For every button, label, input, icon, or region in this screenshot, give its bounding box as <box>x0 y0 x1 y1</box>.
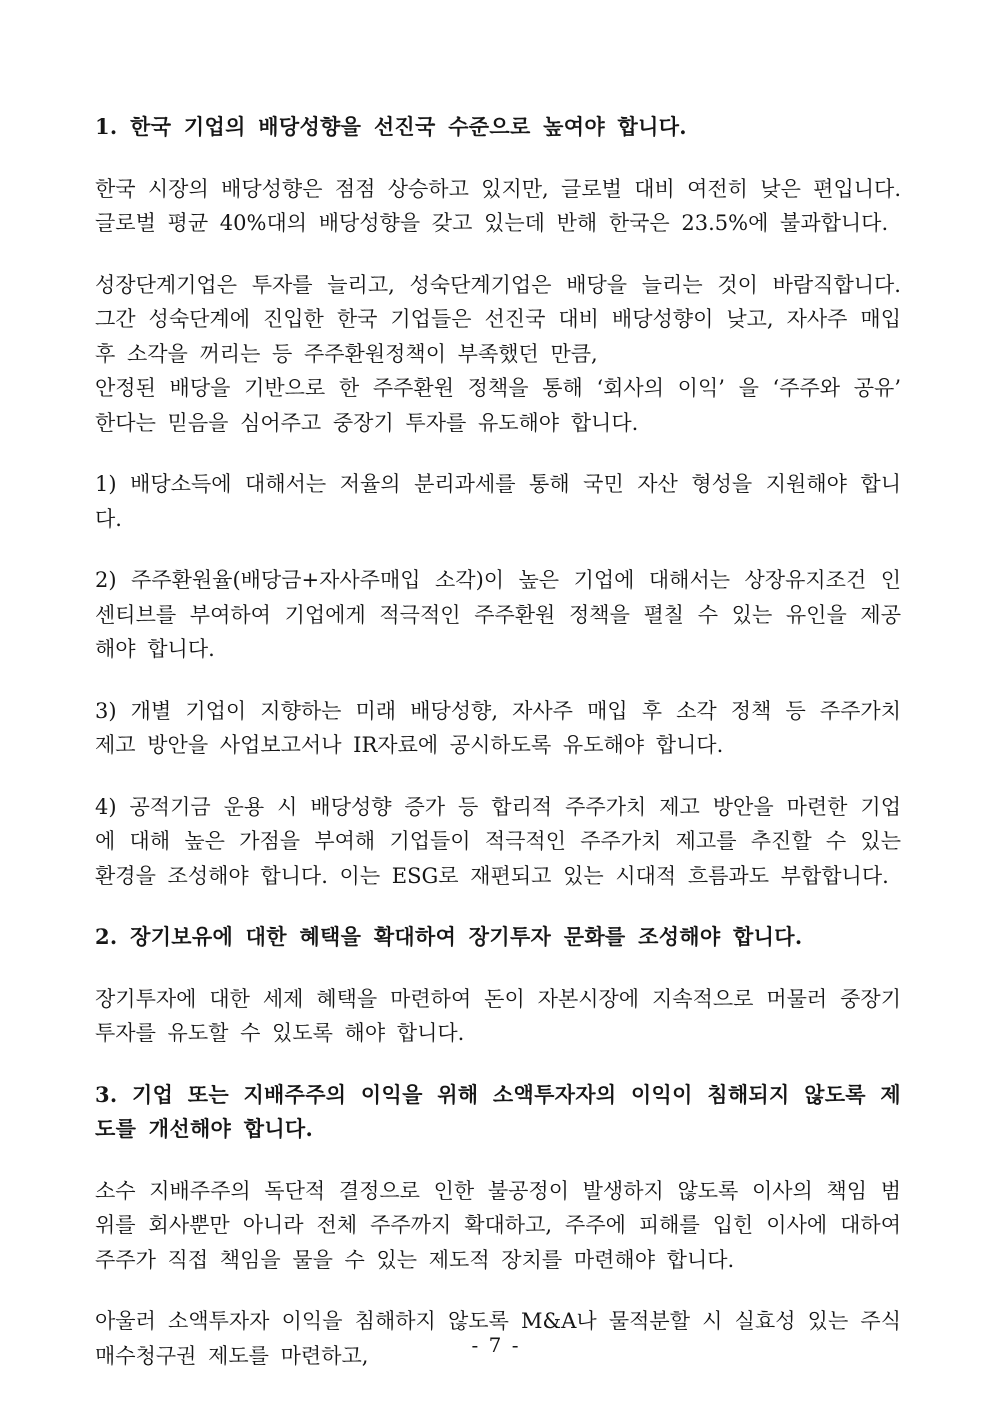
section-heading-1: 1. 한국 기업의 배당성향을 선진국 수준으로 높여야 합니다. <box>95 114 687 139</box>
section-heading-2: 2. 장기보유에 대한 혜택을 확대하여 장기투자 문화를 조성해야 합니다. <box>95 924 803 949</box>
section-heading-3: 3. 기업 또는 지배주주의 이익을 위해 소액투자자의 이익이 침해되지 않도록 제도를 개선해야 합니다. <box>95 1081 901 1141</box>
paragraph-appraisal-rights: 아울러 소액투자자 이익을 침해하지 않도록 M&A나 물적분할 시 실효성 있는 주식매수청구권 제도를 마련하고, <box>95 1309 901 1368</box>
paragraph-stable-dividend: 안정된 배당을 기반으로 한 주주환원 정책을 통해 ‘회사의 이익’ 을 ‘주주와 공유’ 한다는 믿음을 심어주고 중장기 투자를 유도해야 합니다. <box>95 376 901 435</box>
list-item-4-public-fund-esg: 4) 공적기금 운용 시 배당성향 증가 등 합리적 주주가치 제고 방안을 마련한 기업에 대해 높은 가점을 부여해 기업들이 적극적인 주주가치 제고를 추진할 수 있는 환경을 조성해야 합니다. 이는 ESG로 재편되고 있는 시대적 흐름과도 부합합니다. <box>95 794 901 888</box>
list-item-2-shareholder-return-incentive: 2) 주주환원율(배당금+자사주매입 소각)이 높은 기업에 대해서는 상장유지조건 인센티브를 부여하여 기업에게 적극적인 주주환원 정책을 펼칠 수 있는 유인을 제공해야 합니다. <box>95 568 901 661</box>
paragraph-long-term-tax-benefit: 장기투자에 대한 세제 혜택을 마련하여 돈이 자본시장에 지속적으로 머물러 중장기 투자를 유도할 수 있도록 해야 합니다. <box>95 986 901 1045</box>
paragraph-minority-shareholder-protection: 소수 지배주주의 독단적 결정으로 인한 불공정이 발생하지 않도록 이사의 책임 범위를 회사뿐만 아니라 전체 주주까지 확대하고, 주주에 피해를 입힌 이사에 대하여 주주가 직접 책임을 물을 수 있는 제도적 장치를 마련해야 합니다. <box>95 1178 901 1272</box>
page-number: - 7 - <box>471 1333 521 1357</box>
paragraph-dividend-payout: 한국 시장의 배당성향은 점점 상승하고 있지만, 글로벌 대비 여전히 낮은 편입니다. 글로벌 평균 40%대의 배당성향을 갖고 있는데 반해 한국은 23.5%에 불과합니다. <box>95 176 901 235</box>
document-content <box>95 110 901 1400</box>
list-item-1-dividend-income-tax: 1) 배당소득에 대해서는 저율의 분리과세를 통해 국민 자산 형성을 지원해야 합니다. <box>95 472 901 531</box>
paragraph-growth-mature-companies: 성장단계기업은 투자를 늘리고, 성숙단계기업은 배당을 늘리는 것이 바람직합니다. 그간 성숙단계에 진입한 한국 기업들은 선진국 대비 배당성향이 낮고, 자사주 매입 후 소각을 꺼리는 등 주주환원정책이 부족했던 만큼, <box>95 272 901 366</box>
list-item-3-disclosure-ir: 3) 개별 기업이 지향하는 미래 배당성향, 자사주 매입 후 소각 정책 등 주주가치 제고 방안을 사업보고서나 IR자료에 공시하도록 유도해야 합니다. <box>95 698 901 757</box>
